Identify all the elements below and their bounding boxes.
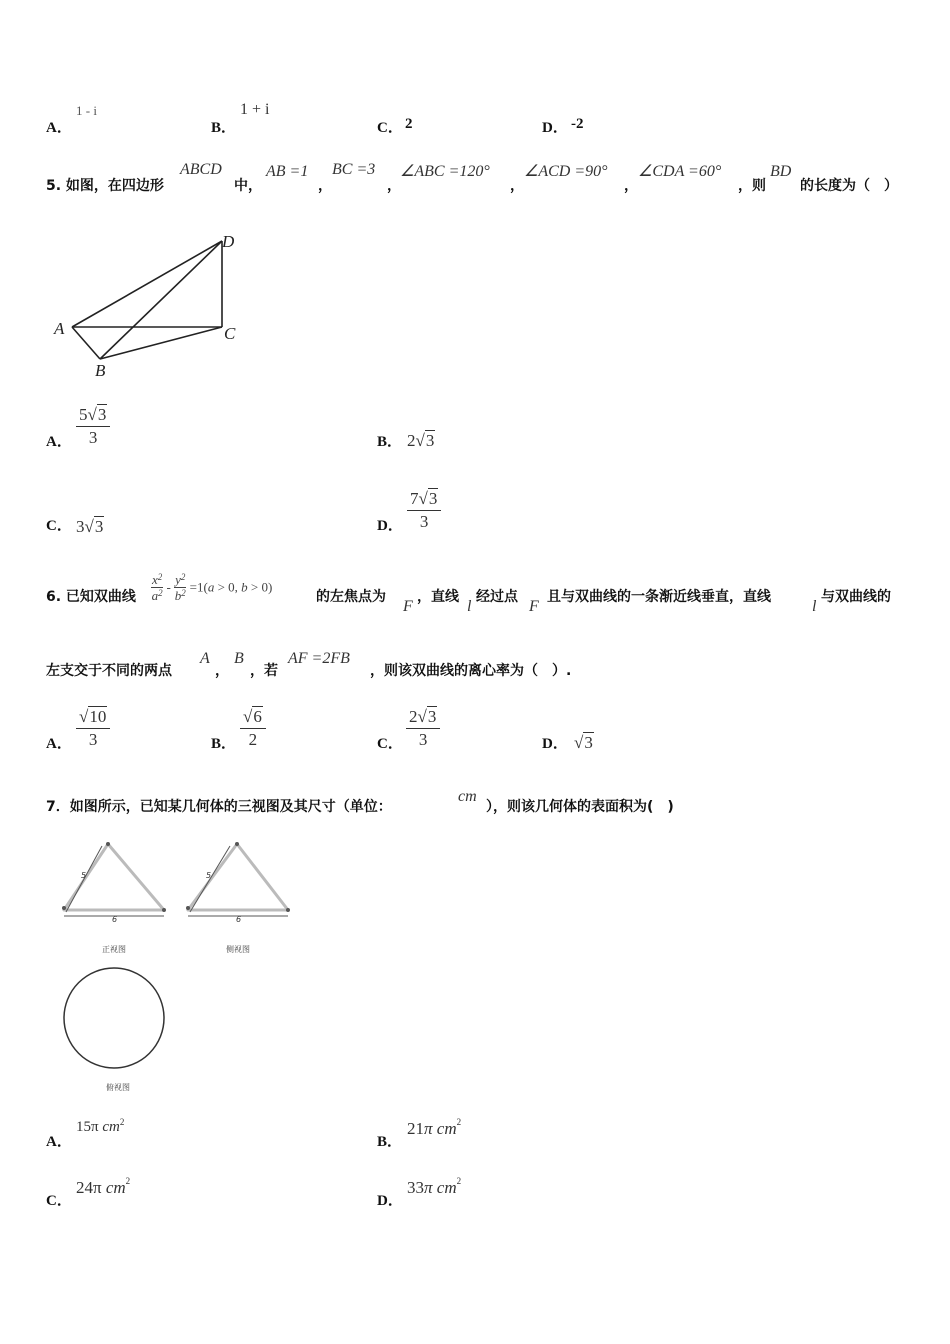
math-expr: F xyxy=(529,598,539,615)
view-caption: 侧视图 xyxy=(226,945,250,954)
stem-text: ， xyxy=(318,178,332,194)
option-label[interactable]: A． xyxy=(46,434,72,450)
option-label[interactable]: B． xyxy=(211,120,237,136)
stem-text: ， xyxy=(510,178,524,194)
option-label[interactable]: B． xyxy=(377,1134,403,1150)
option-label[interactable]: A． xyxy=(46,120,72,136)
math-expr: AF =2FB xyxy=(288,650,350,667)
base-dimension: 6 xyxy=(112,915,118,924)
option-value-fraction: $\frac{√6}{2}$ xyxy=(240,707,266,751)
view-caption: 正视图 xyxy=(102,945,126,954)
math-expr: l xyxy=(467,598,472,615)
option-value: 24π $cm^2$ xyxy=(76,1176,131,1197)
option-label[interactable]: A． xyxy=(46,1134,72,1150)
option-value: 2√3 xyxy=(407,431,435,450)
math-expr: cm xyxy=(458,788,477,805)
quadrilateral-figure xyxy=(50,228,250,383)
option-label[interactable]: C． xyxy=(377,120,403,136)
option-label[interactable]: C． xyxy=(46,518,72,534)
stem-text: 经过点 xyxy=(476,589,518,605)
math-expr: AB =1 xyxy=(266,163,309,180)
math-expr: ABCD xyxy=(180,161,222,178)
option-value: -2 xyxy=(571,116,584,132)
option-label[interactable]: D． xyxy=(542,736,568,752)
top-view-figure xyxy=(56,962,174,1096)
stem-text: ， xyxy=(624,178,638,194)
option-label[interactable]: D． xyxy=(377,518,403,534)
option-value: 15π $cm^2$ xyxy=(76,1117,125,1135)
stem-text: 中， xyxy=(234,178,262,194)
stem-text: ，直线 xyxy=(417,589,459,605)
stem-text: 且与双曲线的一条渐近线垂直，直线 xyxy=(547,589,771,605)
front-view-figure xyxy=(56,838,174,958)
stem-text: 的左焦点为 xyxy=(316,589,386,605)
option-label[interactable]: A． xyxy=(46,736,72,752)
stem-text: ， xyxy=(215,663,229,679)
stem-text: 5. 如图，在四边形 xyxy=(46,178,164,194)
base-dimension: 6 xyxy=(236,915,242,924)
hyperbola-equation: $\frac{x^2}{a^2}$ - $\frac{y^2}{b^2}$ =1(a > 0, b > 0) xyxy=(151,572,273,603)
vertex-label-d: D xyxy=(222,232,235,251)
slant-dimension: 5 xyxy=(206,871,212,880)
option-value-fraction: $\frac{7√3}{3}$ xyxy=(407,489,441,533)
option-label[interactable]: B． xyxy=(377,434,403,450)
math-expr: BD xyxy=(770,163,792,180)
stem-text: ，若 xyxy=(250,663,278,679)
stem-text: 的长度为（ ） xyxy=(800,178,898,194)
math-expr: ∠ABC =120° xyxy=(400,163,490,180)
option-label[interactable]: B． xyxy=(211,736,237,752)
math-expr: l xyxy=(812,598,817,615)
math-expr: A xyxy=(200,650,210,667)
math-expr: B xyxy=(234,650,244,667)
option-value: 1 + i xyxy=(240,101,270,118)
option-label[interactable]: D． xyxy=(542,120,568,136)
option-value: 3√3 xyxy=(76,517,104,536)
option-value-fraction: $\frac{5√3}{3}$ xyxy=(76,405,110,449)
option-value: 33π $cm^2$ xyxy=(407,1176,462,1197)
option-value: √3 xyxy=(574,733,593,752)
stem-text: 左支交于不同的两点 xyxy=(46,663,172,679)
stem-text: 7．如图所示，已知某几何体的三视图及其尺寸（单位： xyxy=(46,799,392,815)
option-value: 2 xyxy=(405,116,413,132)
option-value: 21π $cm^2$ xyxy=(407,1117,462,1138)
option-label[interactable]: C． xyxy=(46,1193,72,1209)
math-expr: ∠CDA =60° xyxy=(638,163,722,180)
slant-dimension: 5 xyxy=(81,871,87,880)
math-expr: ∠ACD =90° xyxy=(524,163,608,180)
stem-text: ， xyxy=(387,178,401,194)
math-expr: F xyxy=(403,598,413,615)
vertex-label-a: A xyxy=(54,319,65,338)
option-value: 1 - i xyxy=(76,103,97,118)
vertex-label-b: B xyxy=(95,361,106,380)
option-value-fraction: $\frac{√10}{3}$ xyxy=(76,707,110,751)
option-value-fraction: $\frac{2√3}{3}$ xyxy=(406,707,440,751)
stem-text: 6. 已知双曲线 xyxy=(46,589,136,605)
vertex-label-c: C xyxy=(224,324,236,343)
side-view-figure xyxy=(180,838,298,958)
option-label[interactable]: D． xyxy=(377,1193,403,1209)
stem-text: 与双曲线的 xyxy=(821,589,891,605)
option-label[interactable]: C． xyxy=(377,736,403,752)
stem-text: ，则该双曲线的离心率为（ ）. xyxy=(370,663,572,679)
math-expr: BC =3 xyxy=(332,161,376,178)
stem-text: ，则 xyxy=(738,178,766,194)
view-caption: 俯视图 xyxy=(106,1083,130,1092)
stem-text: ），则该几何体的表面积为( ) xyxy=(486,799,674,815)
